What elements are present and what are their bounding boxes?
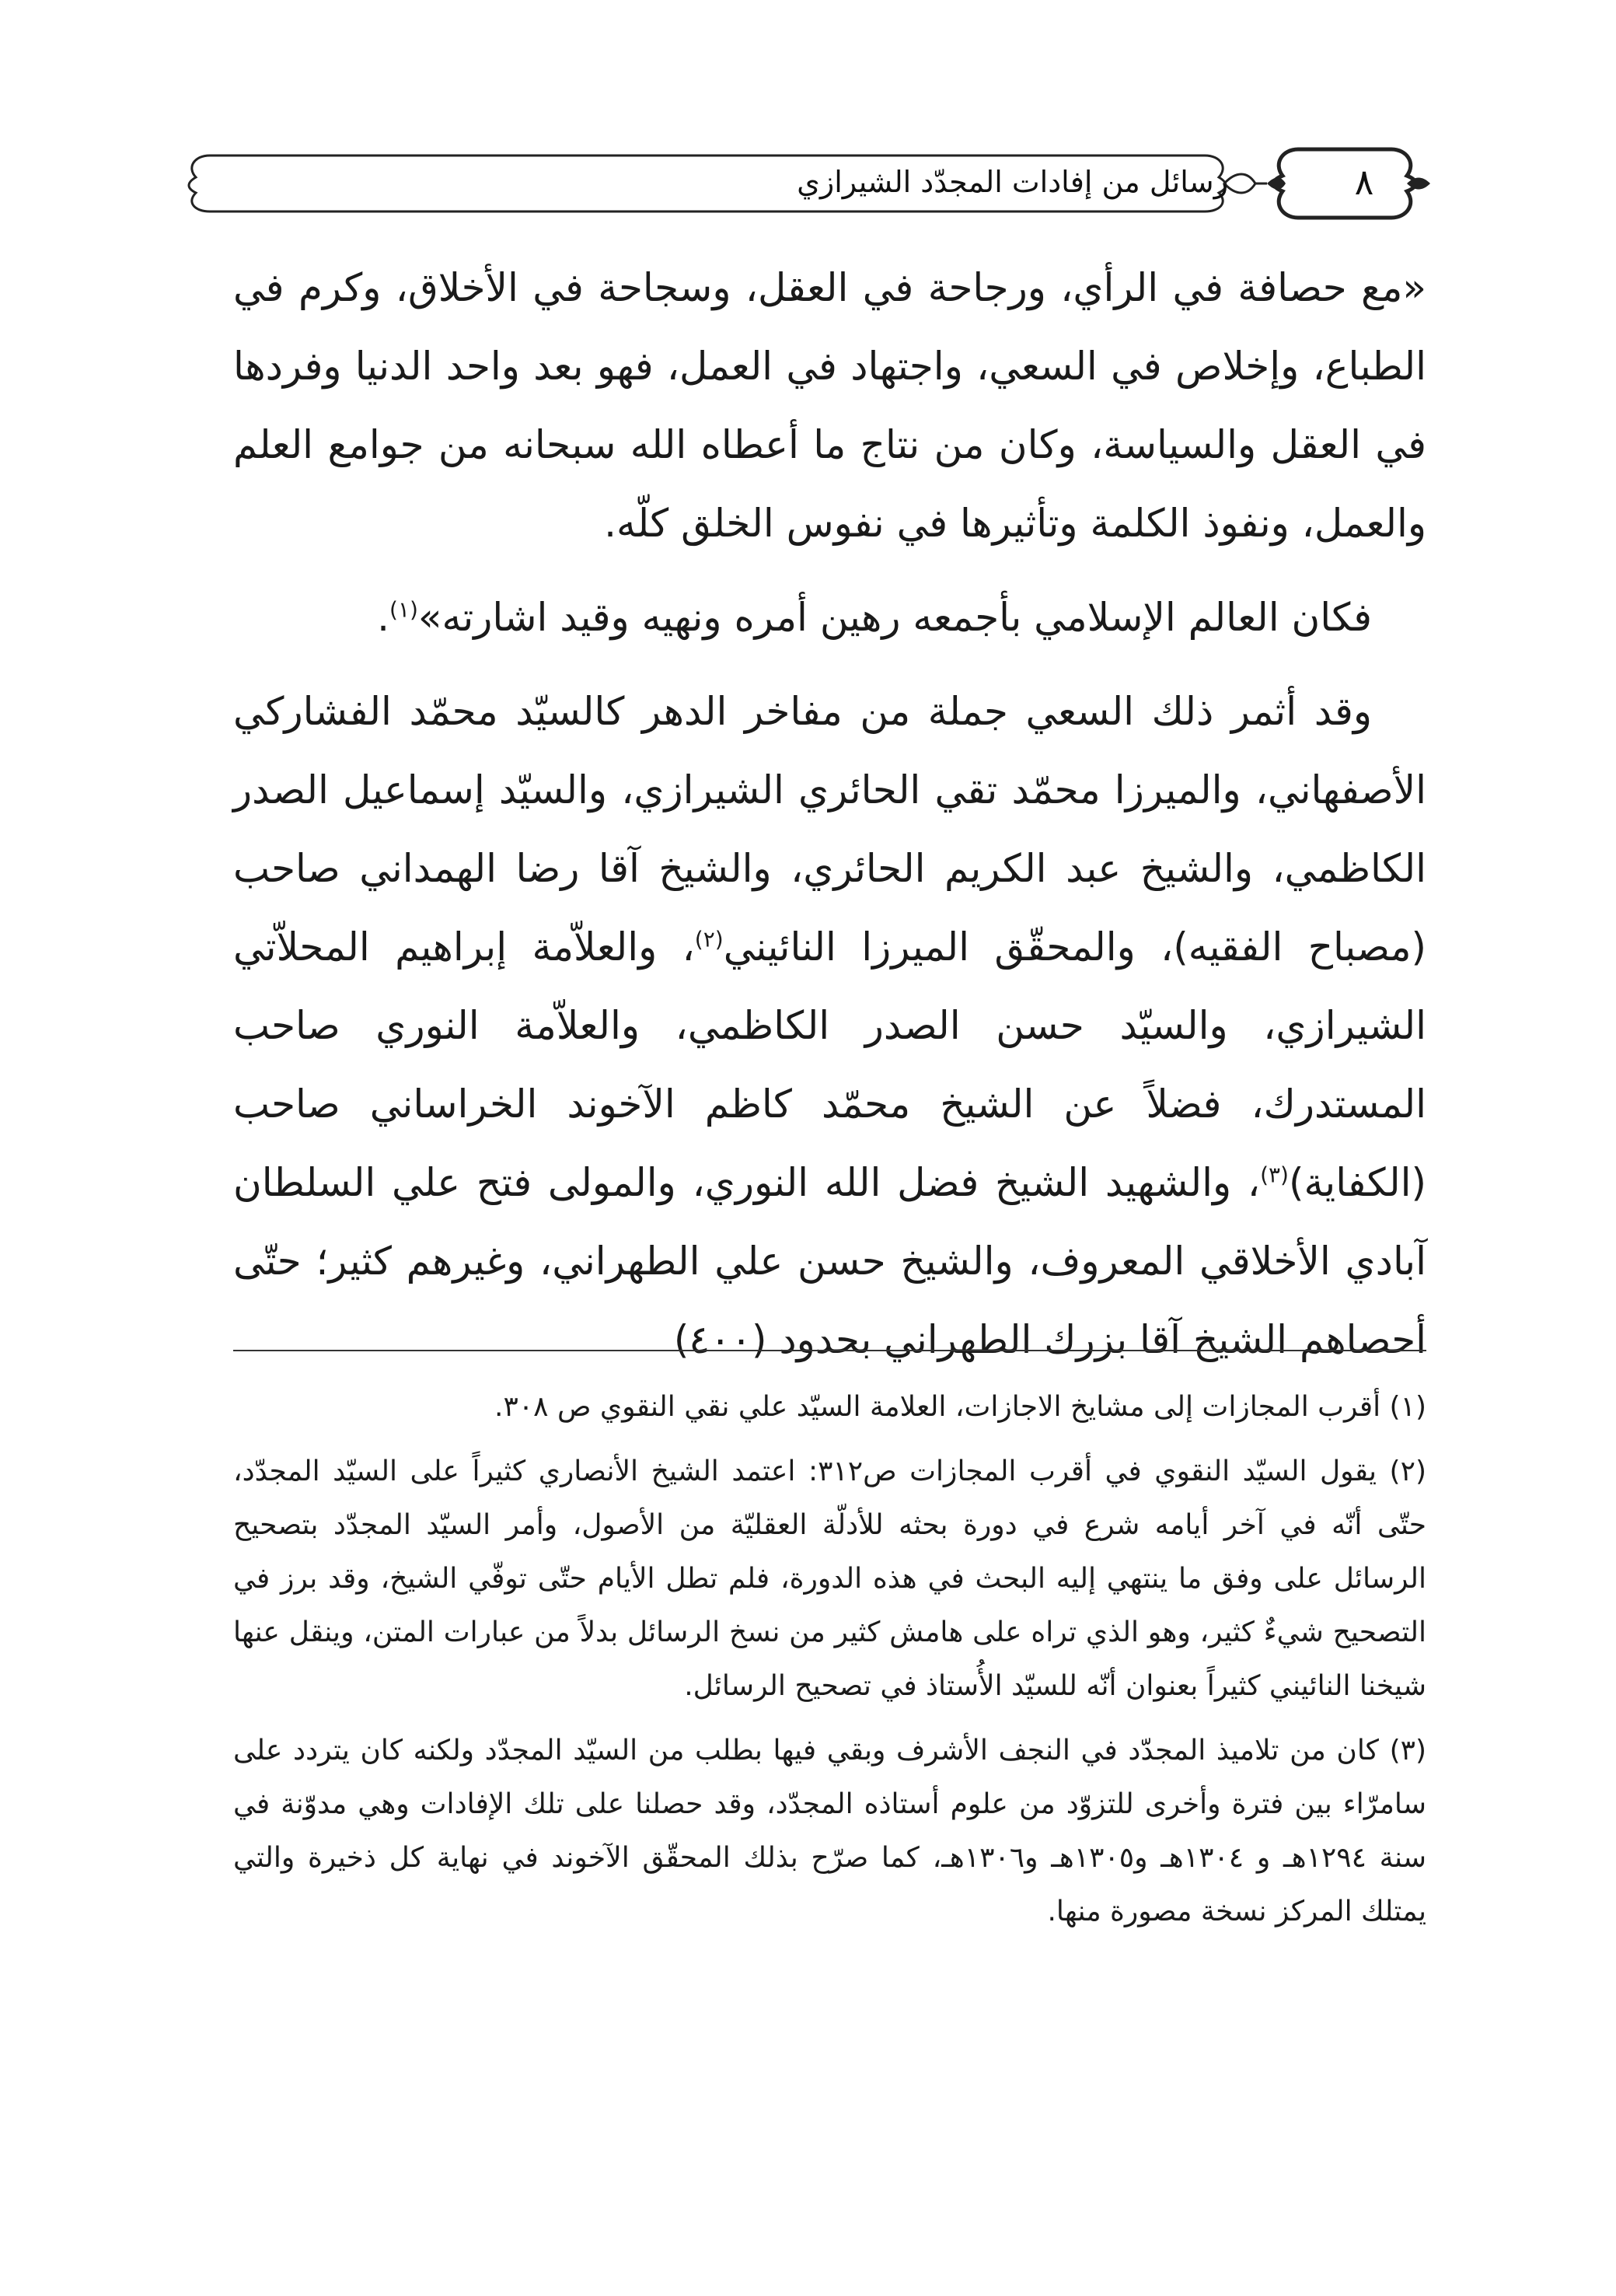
paragraph-3-part-c: ، والشهيد الشيخ فضل الله النوري، والمولى فتح علي السلطان آبادي الأخلاقي المعروف، والشيخ حسن علي الطهراني، وغيرهم كثير؛ حتّى أحصاهم الشيخ آقا بزرك الطهراني بحدود (٤٠٠): [233, 1160, 1426, 1362]
paragraph-islamic-world: [233, 578, 1426, 657]
paragraph-2-text: فكان العالم الإسلامي بأجمعه رهين أمره ونهيه وقيد اشارته»: [417, 595, 1372, 640]
main-text: [233, 249, 1426, 1395]
footnote-ref-1[interactable]: (١): [389, 596, 418, 623]
footnote-1: (١) أقرب المجازات إلى مشايخ الاجازات، العلامة السيّد علي نقي النقوي ص ٣٠٨.: [494, 1391, 1426, 1423]
paragraph-2-end: .: [377, 595, 389, 640]
running-header: [179, 140, 1442, 225]
footnotes: [233, 1380, 1426, 1949]
paragraph-1-text: «مع حصافة في الرأي، ورجاحة في العقل، وسجاحة في الأخلاق، وكرم في الطباع، وإخلاص في السعي، واجتهاد في العمل، فهو بعد واحد الدنيا وفردها في العقل والسياسة، وكان من نتاج ما أعطاه الله سبحانه من جوامع العلم والعمل، ونفوذ الكلمة وتأثيرها في نفوس الخلق كلّه.: [233, 265, 1426, 546]
footnote-2: (٢) يقول السيّد النقوي في أقرب المجازات ص٣١٢: اعتمد الشيخ الأنصاري كثيراً على السيّد المجدّد، حتّى أنّه في آخر أيامه شرع في دورة بحثه للأدلّة العقليّة من الأصول، وأمر السيّد المجدّد بتصحيح الرسائل على وفق ما ينتهي إليه البحث في هذه الدورة، فلم تطل الأيام حتّى توفّي الشيخ، وقد برز في التصحيح شيءٌ كثير، وهو الذي تراه على هامش كثير من نسخ الرسائل بدلاً من عبارات المتن، وينقل عنها شيخنا النائيني كثيراً بعنوان أنّه للسيّد الأُستاذ في تصحيح الرسائل.: [233, 1456, 1426, 1702]
footnote-ref-2[interactable]: (٢): [694, 926, 724, 952]
paragraph-students: [233, 673, 1426, 1379]
footnote-ref-3[interactable]: (٣): [1260, 1162, 1289, 1188]
header-title: رسائل من إفادات المجدّد الشيرازي: [797, 165, 1228, 199]
paragraph-3-part-b: ، والعلاّمة إبراهيم المحلاّتي الشيرازي، والسيّد حسن الصدر الكاظمي، والعلاّمة النوري صاحب المستدرك، فضلاً عن الشيخ محمّد كاظم الآخوند الخراساني صاحب (الكفاية): [233, 924, 1426, 1205]
footnote-3: (٣) كان من تلاميذ المجدّد في النجف الأشرف وبقي فيها بطلب من السيّد المجدّد ولكنه كان يتردد على سامرّاء بين فترة وأخرى للتزوّد من علوم أستاذه المجدّد، وقد حصلنا على تلك الإفادات وهي مدوّنة في سنة ١٢٩٤هـ و ١٣٠٤هـ و١٣٠٥هـ و١٣٠٦هـ، كما صرّح بذلك المحقّق الآخوند في نهاية كل ذخيرة والتي يمتلك المركز نسخة مصورة منها.: [233, 1735, 1427, 1927]
page-number: ٨: [1354, 161, 1374, 203]
paragraph-3-part-a: وقد أثمر ذلك السعي جملة من مفاخر الدهر كالسيّد محمّد الفشاركي الأصفهاني، والميرزا محمّد تقي الحائري الشيرازي، والسيّد إسماعيل الصدر الكاظمي، والشيخ عبد الكريم الحائري، والشيخ آقا رضا الهمداني صاحب (مصباح الفقيه)، والمحقّق الميرزا النائيني: [233, 689, 1426, 970]
paragraph-quote: [233, 249, 1426, 563]
footnote-divider: [233, 1350, 1426, 1351]
